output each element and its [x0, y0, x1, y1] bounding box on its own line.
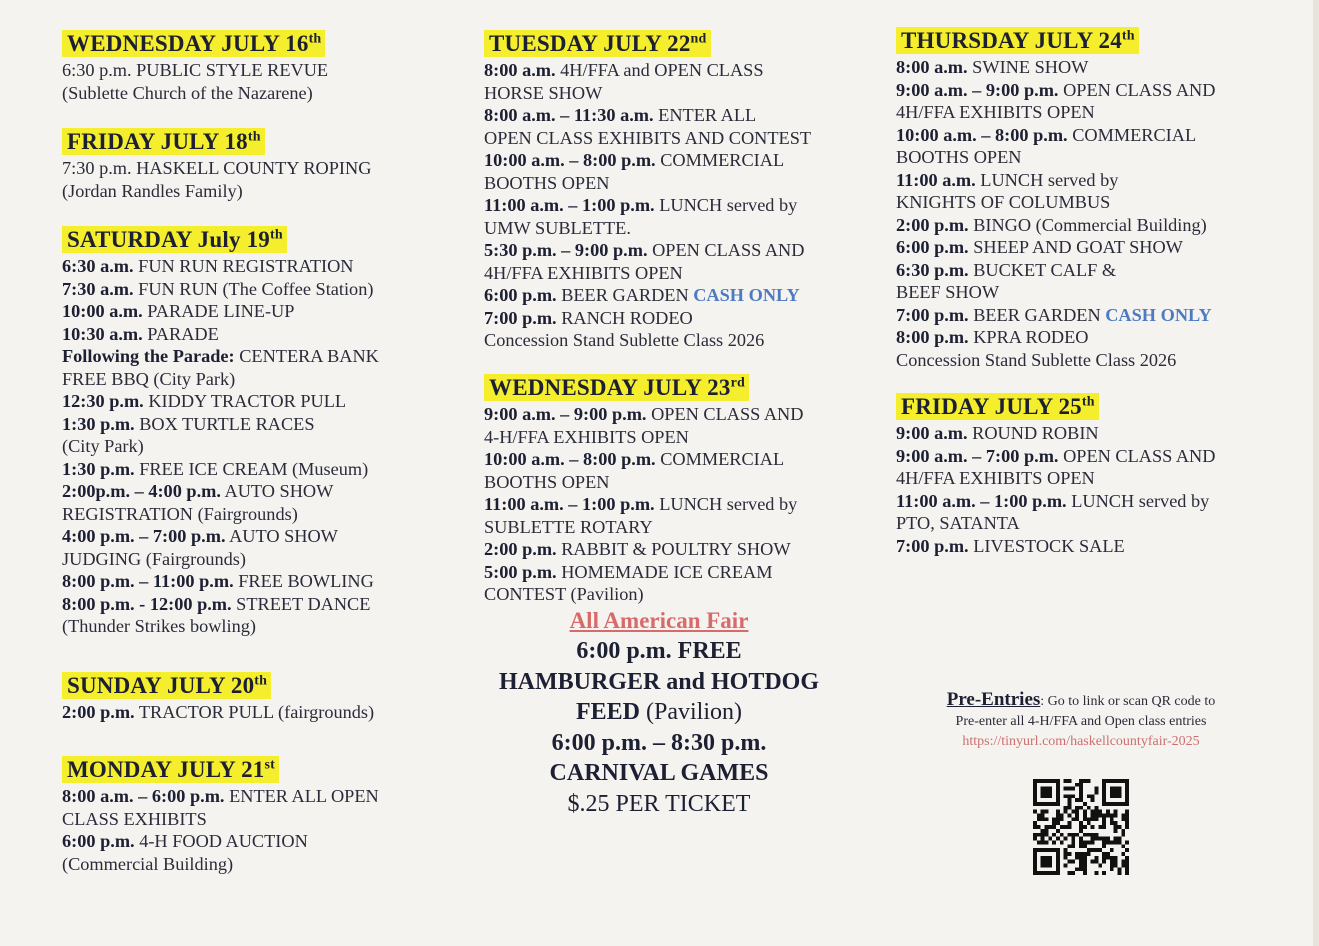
schedule-line: (Sublette Church of the Nazarene) — [62, 82, 313, 103]
schedule-line: SUBLETTE ROTARY — [484, 516, 653, 537]
day-heading: WEDNESDAY JULY 16th — [62, 30, 325, 57]
schedule-line: 7:00 p.m. LIVESTOCK SALE — [896, 535, 1125, 556]
schedule-line: 7:30 p.m. HASKELL COUNTY ROPING — [62, 158, 372, 178]
day-block — [62, 128, 452, 202]
schedule-line: PTO, SATANTA — [896, 513, 1020, 533]
schedule-line: BOOTHS OPEN — [896, 147, 1022, 167]
schedule-line: 9:00 a.m. – 7:00 p.m. OPEN CLASS AND — [896, 445, 1216, 466]
schedule-line: 5:30 p.m. – 9:00 p.m. OPEN CLASS AND — [484, 240, 805, 260]
day-heading: SATURDAY July 19th — [62, 226, 287, 253]
day-block — [62, 30, 452, 104]
schedule-line: 7:00 p.m. RANCH RODEO — [484, 307, 693, 328]
schedule-line: 4H/FFA EXHIBITS OPEN — [896, 102, 1095, 122]
fair-title: All American Fair — [569, 608, 749, 633]
day-heading: MONDAY JULY 21st — [62, 756, 279, 783]
schedule-line: Concession Stand Sublette Class 2026 — [896, 349, 1177, 370]
cash-only-label: CASH ONLY — [1105, 304, 1212, 325]
schedule-line: 8:00 a.m. SWINE SHOW — [896, 57, 1089, 77]
schedule-line: 4-H/FFA EXHIBITS OPEN — [484, 426, 689, 447]
schedule-line: 8:00 p.m. KPRA RODEO — [896, 327, 1089, 347]
schedule-line: 6:00 p.m. SHEEP AND GOAT SHOW — [896, 237, 1183, 257]
schedule-line: (City Park) — [62, 436, 144, 456]
schedule-line: 12:30 p.m. KIDDY TRACTOR PULL — [62, 391, 347, 411]
qr-code-icon[interactable] — [1033, 779, 1129, 875]
pre-entries-note: Pre-Entries: Go to link or scan QR code to Pre-enter all 4-H/FFA and Open class entries https://tinyurl.com/haskellcountyfair-2025 — [896, 690, 1266, 752]
schedule-line: BOOTHS OPEN — [484, 471, 610, 492]
schedule-line: Concession Stand Sublette Class 2026 — [484, 330, 765, 350]
schedule-line: 8:00 a.m. – 6:00 p.m. ENTER ALL OPEN — [62, 786, 379, 806]
day-block — [896, 393, 1296, 557]
day-block — [484, 30, 864, 352]
schedule-line: 11:00 a.m. – 1:00 p.m. LUNCH served by — [484, 494, 798, 514]
schedule-line: BOOTHS OPEN — [484, 172, 610, 193]
schedule-line: 6:30 p.m. PUBLIC STYLE REVUE — [62, 60, 329, 80]
schedule-line: 4:00 p.m. – 7:00 p.m. AUTO SHOW — [62, 526, 338, 546]
schedule-line: 10:30 a.m. PARADE — [62, 323, 219, 344]
schedule-line: 1:30 p.m. BOX TURTLE RACES — [62, 413, 315, 434]
schedule-line: 10:00 a.m. – 8:00 p.m. COMMERCIAL — [896, 124, 1197, 145]
schedule-line: CONTEST (Pavilion) — [484, 584, 644, 604]
schedule-line: 2:00p.m. – 4:00 p.m. AUTO SHOW — [62, 481, 334, 501]
schedule-line: 6:00 p.m. BEER GARDEN CASH ONLY — [484, 285, 800, 305]
schedule-line: 10:00 a.m. PARADE LINE-UP — [62, 301, 295, 321]
all-american-fair: All American Fair 6:00 p.m. FREE HAMBURGER and HOTDOG FEED (Pavilion) 6:00 p.m. – 8:30 p.m. CARNIVAL GAMES $.25 PER TICKET — [484, 606, 834, 819]
day-block — [484, 374, 864, 606]
day-heading: TUESDAY JULY 22nd — [484, 30, 711, 57]
day-block — [62, 672, 452, 724]
pre-entries-title: Pre-Entries — [946, 689, 1041, 710]
schedule-line: 8:00 a.m. – 11:30 a.m. ENTER ALL — [484, 105, 757, 125]
schedule-line: 9:00 a.m. – 9:00 p.m. OPEN CLASS AND — [896, 79, 1216, 100]
schedule-line: 8:00 p.m. – 11:00 p.m. FREE BOWLING — [62, 571, 374, 591]
schedule-line: 8:00 p.m. - 12:00 p.m. STREET DANCE — [62, 593, 371, 614]
schedule-line: REGISTRATION (Fairgrounds) — [62, 503, 298, 524]
schedule-line: (Jordan Randles Family) — [62, 180, 243, 201]
schedule-line: FREE BBQ (City Park) — [62, 368, 236, 389]
schedule-line: JUDGING (Fairgrounds) — [62, 548, 246, 569]
schedule-line: HORSE SHOW — [484, 82, 603, 103]
schedule-line: 2:00 p.m. TRACTOR PULL (fairgrounds) — [62, 702, 375, 722]
schedule-line: (Commercial Building) — [62, 853, 234, 874]
schedule-line: 10:00 a.m. – 8:00 p.m. COMMERCIAL — [484, 449, 785, 469]
pre-entries-link[interactable]: https://tinyurl.com/haskellcountyfair-2025 — [962, 734, 1200, 749]
schedule-line: 2:00 p.m. BINGO (Commercial Building) — [896, 214, 1207, 235]
day-block — [62, 226, 452, 638]
schedule-line: 2:00 p.m. RABBIT & POULTRY SHOW — [484, 539, 791, 559]
cash-only-label: CASH ONLY — [693, 285, 800, 305]
schedule-line: 5:00 p.m. HOMEMADE ICE CREAM — [484, 561, 773, 582]
schedule-line: 6:30 a.m. FUN RUN REGISTRATION — [62, 256, 354, 276]
schedule-line: 11:00 a.m. LUNCH served by — [896, 169, 1119, 190]
schedule-line: 1:30 p.m. FREE ICE CREAM (Museum) — [62, 458, 369, 479]
schedule-line: 11:00 a.m. – 1:00 p.m. LUNCH served by — [896, 490, 1210, 511]
schedule-line: KNIGHTS OF COLUMBUS — [896, 192, 1111, 212]
schedule-line: 6:30 p.m. BUCKET CALF & — [896, 259, 1117, 280]
schedule-line: 7:30 a.m. FUN RUN (The Coffee Station) — [62, 278, 374, 299]
schedule-line: 9:00 a.m. ROUND ROBIN — [896, 423, 1099, 443]
schedule-line: 8:00 a.m. 4H/FFA and OPEN CLASS — [484, 60, 764, 80]
schedule-line: CLASS EXHIBITS — [62, 808, 207, 829]
schedule-line: 7:00 p.m. BEER GARDEN CASH ONLY — [896, 304, 1212, 325]
day-heading: FRIDAY JULY 18th — [62, 128, 265, 155]
schedule-line: 6:00 p.m. 4-H FOOD AUCTION — [62, 831, 308, 851]
schedule-line: BEEF SHOW — [896, 282, 1000, 302]
schedule-line: Following the Parade: CENTERA BANK — [62, 346, 379, 366]
schedule-line: 4H/FFA EXHIBITS OPEN — [484, 262, 683, 283]
day-block — [896, 27, 1296, 371]
schedule-line: 10:00 a.m. – 8:00 p.m. COMMERCIAL — [484, 150, 785, 170]
schedule-line: OPEN CLASS EXHIBITS AND CONTEST — [484, 127, 812, 148]
schedule-line: 11:00 a.m. – 1:00 p.m. LUNCH served by — [484, 195, 798, 215]
day-block — [62, 756, 452, 875]
day-heading: THURSDAY JULY 24th — [896, 27, 1139, 54]
schedule-line: UMW SUBLETTE. — [484, 217, 631, 238]
schedule-line: (Thunder Strikes bowling) — [62, 616, 256, 636]
day-heading: WEDNESDAY JULY 23rd — [484, 374, 749, 401]
day-heading: FRIDAY JULY 25th — [896, 393, 1099, 420]
schedule-line: 4H/FFA EXHIBITS OPEN — [896, 468, 1095, 488]
day-heading: SUNDAY JULY 20th — [62, 672, 271, 699]
schedule-line: 9:00 a.m. – 9:00 p.m. OPEN CLASS AND — [484, 404, 804, 424]
page-edge — [1313, 0, 1319, 946]
